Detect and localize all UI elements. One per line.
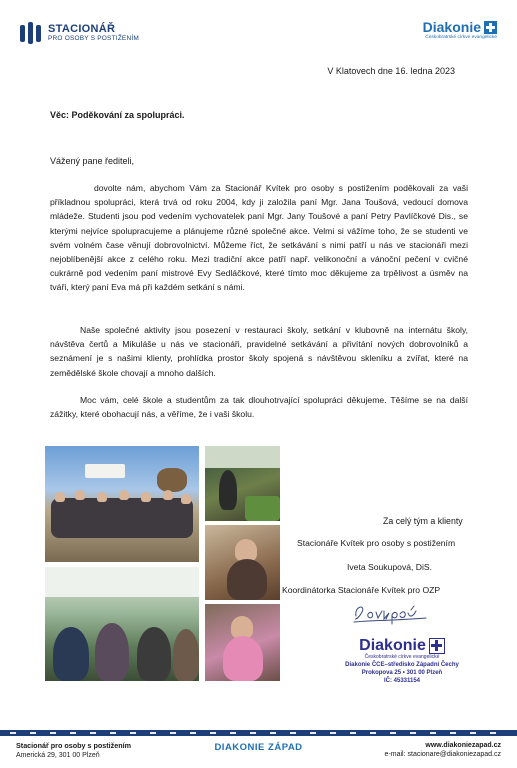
photo-girl-with-animal [205, 604, 280, 681]
letter-paragraph-2: Naše společné aktivity jsou posezení v restauraci školy, setkání v klubovně na internátu školy, návštěva čertů a Mikuláše u nás ve stacionáři, pravidelné setkávání a přivítání nových dobrovolníků a seznámení je s našimi klienty, prohlídka prostor školy spojená s návštěvou skleníku a zvířat, které na zemědělské škole chovají a mnoho dalších. [50, 325, 468, 378]
photo-greenhouse [205, 446, 280, 521]
footer-right [385, 741, 501, 759]
stamp-name: Diakonie [359, 637, 426, 654]
letter-greeting: Vážený pane řediteli, [50, 156, 135, 166]
stamp-line-3: Prokopova 25 • 301 00 Plzeň [361, 670, 443, 676]
letter-date: V Klatovech dne 16. ledna 2023 [327, 66, 455, 76]
diakonie-logo-name: Diakonie [422, 19, 481, 35]
letter-paragraph-1: dovolte nám, abychom Vám za Stacionář Kvítek pro osoby s postižením poděkovali za vaši příkladnou spolupráci, která trvá od roku 2004, kdy ji založila paní Mgr. Jana Toušová, vedoucí domova mládeže. Studenti jsou pod vedením vychovatelek paní Mgr. Jany Toušové a paní Petry Pavlíčkové Dis., se kterými nejvíce spolupracujeme a plánujeme různé společné akce. Velmi si vážíme toho, že se studenti ve svém volném čase věnují dobrovolnictví. Můžeme říct, že setkávání s nimi patří u nás ve stacionáři mezi nejoblíbenější akce z celého roku. Mezi tradiční akce patří např. velikonoční a vánoční pečení v cvičné cukrárně pod vedením paní mistrové Evy Sedláčkové, které tímto moc děkujeme za trpělivost a úsměv na tváři, který paní Eva má při každém setkání s námi. [50, 183, 468, 293]
footer-email-link[interactable]: e-mail: stacionare@diakoniezapad.cz [384, 751, 501, 758]
stacionar-logo [20, 22, 139, 44]
stamp-cross-icon [429, 638, 445, 654]
diakonie-logo-subtitle: Českobratrské církve evangelické [425, 35, 497, 40]
signer-name: Iveta Soukupová, DiS. [347, 562, 433, 572]
footer-brand: DIAKONIE ZÁPAD [214, 742, 303, 753]
closing-line-1: Za celý tým a klienty [383, 516, 463, 526]
stacionar-logo-name: STACIONÁŘ [48, 22, 116, 35]
stamp-line-2: Diakonie ČCE–středisko Západní Čechy [345, 662, 459, 668]
stamp-line-4: IČ: 45331154 [383, 678, 421, 684]
photo-classroom [45, 567, 199, 681]
footer-org-name: Stacionář pro osoby s postižením [16, 741, 132, 750]
organization-stamp [337, 638, 467, 685]
footer-decoration-band [0, 730, 517, 736]
stacionar-logo-subtitle: PRO OSOBY S POSTIŽENÍM [48, 34, 139, 42]
footer-address: Americká 29, 301 00 Plzeň [16, 752, 100, 759]
diakonie-logo [423, 20, 497, 40]
stamp-line-1: Českobratrské církve evangelické [364, 654, 440, 660]
signer-title: Koordinátorka Stacionáře Kvítek pro OZP [282, 585, 441, 595]
stacionar-logo-mark-icon [20, 22, 42, 44]
photo-bakery [205, 525, 280, 600]
closing-line-2: Stacionáře Kvítek pro osoby s postižením [297, 538, 456, 548]
letter-paragraph-3: Moc vám, celé škole a studentům za tak dlouhotrvající spolupráci děkujeme. Těšíme se na další zážitky, které obohacují nás, a věříme, že i vaši školu. [50, 395, 468, 420]
diakonie-cross-icon [484, 21, 497, 34]
footer-website-link[interactable]: www.diakoniezapad.cz [425, 742, 501, 749]
letter-subject: Věc: Poděkování za spolupráci. [50, 110, 185, 120]
photo-group-outdoor [45, 446, 199, 562]
handwritten-signature [350, 598, 430, 626]
